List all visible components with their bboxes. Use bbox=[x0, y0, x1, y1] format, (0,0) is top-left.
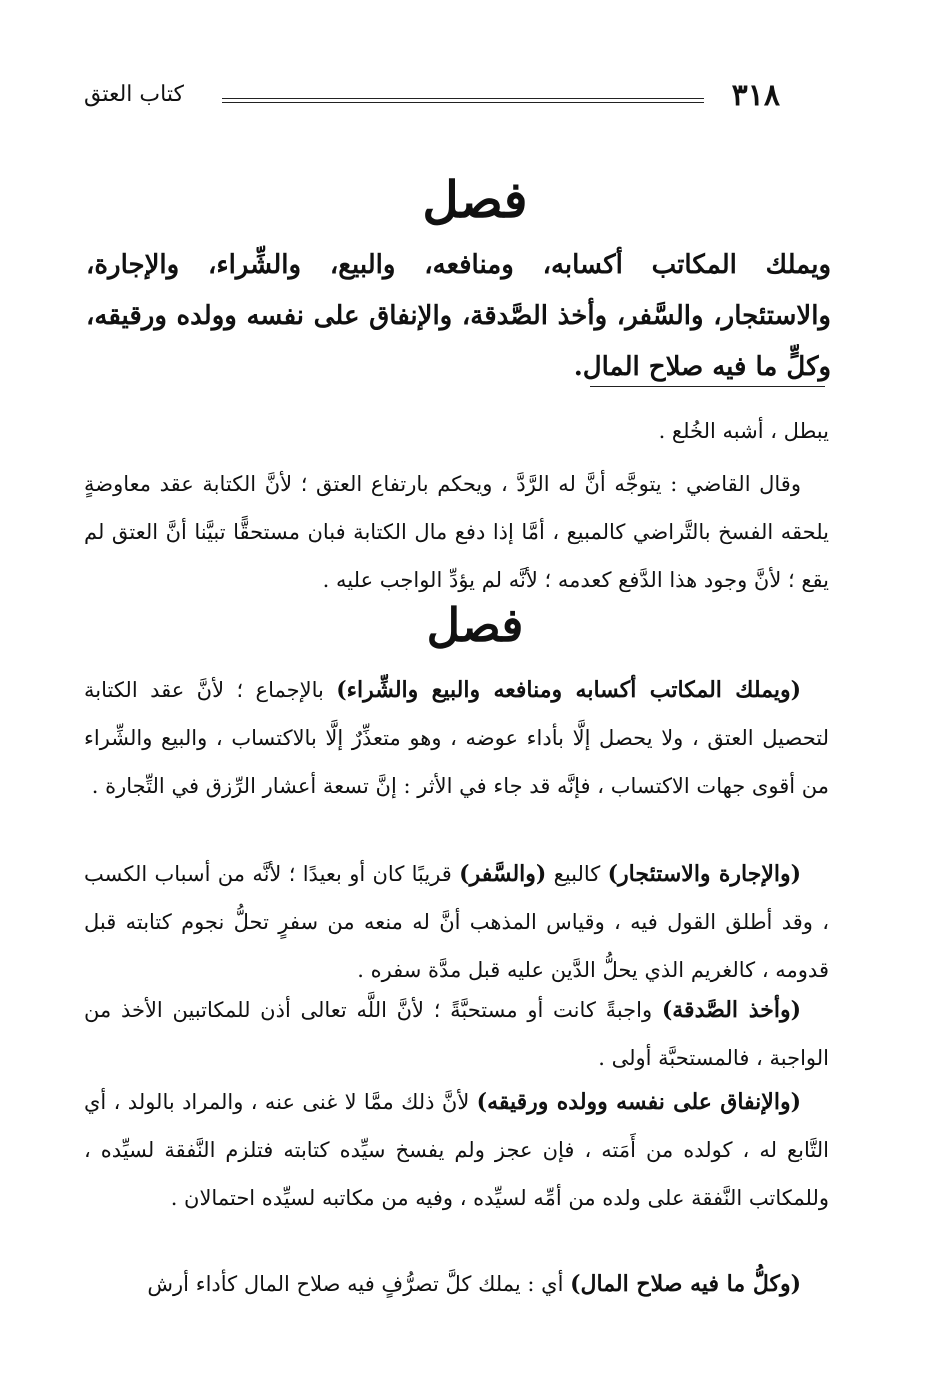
header-rule bbox=[222, 98, 704, 103]
commentary-text: لأنَّ ذلك ممَّا لا غنى عنه ، والمراد بالولد ، أي التَّابع له ، كولده من أَمَته ، فإن عجز ولم يفسخ سيِّده كتابته فتلزم النَّفقة لسيِّده ، وللمكاتب النَّفقة على ولده من أمِّه لسيِّده ، وفيه من مكاتبه لسيِّده احتمالان . bbox=[84, 1090, 829, 1210]
footnote-line: يبطل ، أشبه الخُلع . bbox=[658, 419, 829, 443]
matn-quote: (والإنفاق على نفسه وولده ورقيقه) bbox=[476, 1089, 801, 1115]
matn-quote: (والإجارة والاستئجار) bbox=[607, 861, 802, 887]
matn-quote: (وأخذ الصَّدقة) bbox=[661, 997, 801, 1023]
running-title: كتاب العتق bbox=[84, 82, 184, 107]
section-heading-1: فصل bbox=[422, 170, 528, 229]
matn-quote: (ويملك المكاتب أكسابه ومنافعه والبيع والشِّراء) bbox=[336, 677, 801, 703]
commentary-text: قريبًا كان أو بعيدًا ؛ لأنَّه من أسباب الكسب ، وقد أطلق القول فيه ، وقياس المذهب أنَّ له منعه من سفرٍ تحلُّ نجوم كتابته قبل قدومه ، كالغريم الذي يحلُّ الدَّين عليه قبل مدَّة سفره . bbox=[84, 862, 829, 982]
commentary-text: كالبيع bbox=[546, 862, 608, 886]
footnote-paragraph: وقال القاضي : يتوجَّه أنَّ له الرَّدَّ ، ويحكم بارتفاع العتق ؛ لأنَّ الكتابة عقد معاوضةٍ يلحقه الفسخ بالتَّراضي كالمبيع ، أمَّا إذا دفع مال الكتابة فبان مستحقًّا تبيَّنا أنَّ العتق لم يقع ؛ لأنَّ وجود هذا الدَّفع كعدمه ؛ لأنَّه لم يؤدِّ الواجب عليه . bbox=[84, 472, 829, 592]
commentary-paragraph bbox=[84, 1260, 829, 1308]
commentary-text: بالإجماع ؛ لأنَّ عقد الكتابة لتحصيل العتق ، ولا يحصل إلَّا بأداء عوضه ، وهو متعذِّرٌ إلَّا بالاكتساب ، والبيع والشِّراء من أقوى جهات الاكتساب ، فإنَّه قد جاء في الأثر : إنَّ تسعة أعشار الرِّزق في التِّجارة . bbox=[84, 678, 829, 798]
section-heading-2: فصل bbox=[426, 598, 524, 652]
commentary-paragraph bbox=[84, 1078, 829, 1222]
matn-quote: (وكلُّ ما فيه صلاح المال) bbox=[570, 1271, 801, 1297]
commentary-text: واجبةً كانت أو مستحبَّةً ؛ لأنَّ اللَّه تعالى أذن للمكاتبين الأخذ من الواجبة ، فالمستحبَّة أولى . bbox=[84, 998, 829, 1070]
footnote-separator bbox=[590, 386, 825, 387]
page-header bbox=[0, 78, 950, 118]
commentary-paragraph bbox=[84, 986, 829, 1082]
commentary-paragraph bbox=[84, 666, 829, 810]
matn-text: ويملك المكاتب أكسابه، ومنافعه، والبيع، والشِّراء، والإجارة، والاستئجار، والسَّفر، وأخذ الصَّدقة، والإنفاق على نفسه وولده ورقيقه، وكلٍّ ما فيه صلاح المال. bbox=[86, 250, 831, 382]
page-number: ٣١٨ bbox=[731, 78, 780, 113]
matn-quote: (والسَّفر) bbox=[459, 861, 547, 887]
commentary-text: أي : يملك كلَّ تصرُّفٍ فيه صلاح المال كأداء أرش bbox=[147, 1272, 571, 1296]
commentary-paragraph bbox=[84, 850, 829, 994]
